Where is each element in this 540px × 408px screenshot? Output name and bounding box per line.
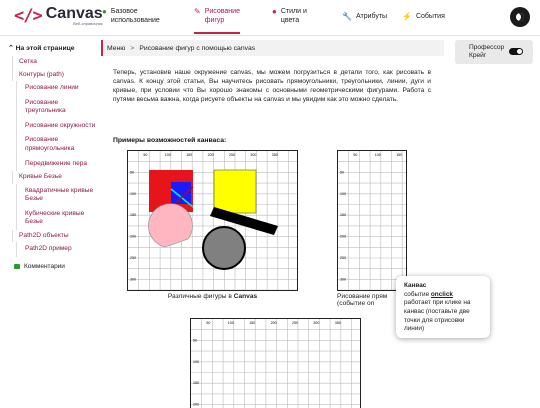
grid-label-left: 100	[130, 191, 136, 196]
grid-label-left: 150	[193, 381, 199, 386]
toc-item-moveto[interactable]: Передвижение пера	[16, 157, 96, 172]
nav-styles-colors[interactable]: ● Стили и цвета	[272, 7, 307, 24]
grid-label-top: 350	[334, 321, 341, 325]
breadcrumb-separator: >	[130, 44, 135, 52]
yellow-rectangle	[214, 170, 256, 213]
wrench-icon: 🔧	[342, 12, 352, 21]
examples-heading: Примеры возможностей канваса:	[113, 137, 227, 144]
canvas-tooltip: Канвас событие onclick работает при клике на канвас (поставьте две точки для отрисовки линии)	[396, 276, 490, 338]
gray-circle	[203, 227, 245, 269]
grid-label-top: 150	[249, 321, 256, 325]
toc-item-line[interactable]: Рисование линии	[16, 81, 96, 96]
grid-label-left: 50	[193, 338, 197, 343]
breadcrumb-root[interactable]: Меню	[107, 44, 126, 52]
third-canvas[interactable]	[190, 318, 361, 408]
toc-item-cubic[interactable]: Кубические кривые Безье	[16, 207, 96, 230]
click-draw-caption: Рисование прям (событие on	[337, 293, 388, 307]
blue-rectangle	[171, 182, 191, 204]
lightning-icon: ⚡	[402, 12, 412, 21]
nav-attributes[interactable]: 🔧 Атрибуты	[342, 12, 388, 21]
sidebar-toc	[8, 44, 96, 270]
grid-label-top: 350	[271, 153, 278, 157]
grid-label-left: 100	[340, 191, 346, 196]
shapes-canvas[interactable]	[127, 150, 298, 291]
grid-label-left: 200	[193, 402, 199, 407]
grid-label-top: 200	[207, 153, 214, 157]
moon-icon	[516, 13, 524, 21]
grid-label-left: 50	[130, 170, 134, 175]
intro-paragraph: Теперь, установив наше окружение canvas, мы можем погрузиться в детали того, как рисовать в canvas. К концу этой статьи, Вы научитесь рисовать прямоугольники, треугольники, линии, дуги и кривые, при условии что Вы хорошо знакомы с основными геометрическими фигурами. Работа с путями весьма важна, когда рисуете объекты на canvas и мы увидим как это можно сделать.	[113, 69, 431, 103]
toc-item-paths[interactable]: Контуры (path)	[12, 69, 96, 82]
breadcrumb-current: Рисование фигур с помощью canvas	[139, 44, 256, 52]
toc-item-path2d[interactable]: Path2D объекты	[12, 230, 96, 243]
logo-name: Canvas	[45, 5, 103, 22]
click-draw-canvas-svg	[338, 151, 407, 291]
nav-basic-usage[interactable]: ● Базовое использование	[102, 7, 160, 24]
grid-label-left: 300	[340, 277, 346, 282]
grid-label-top: 150	[396, 153, 403, 157]
grid-label-top: 150	[186, 153, 193, 157]
toc-item-quadratic[interactable]: Квадратичные кривые Безье	[16, 184, 96, 207]
toggle-switch-icon[interactable]	[509, 48, 523, 55]
nav-drawing-shapes[interactable]: ✎ Рисование фигур	[194, 7, 240, 24]
comment-icon	[14, 264, 20, 269]
grid-label-top: 50	[143, 153, 148, 157]
grid-label-top: 50	[353, 153, 358, 157]
logo-subtitle: Веб-справочник	[73, 21, 103, 26]
grid-label-left: 200	[340, 234, 346, 239]
toc-item-rectangle[interactable]: Рисование прямоугольника	[16, 133, 96, 156]
grid-label-left: 50	[340, 170, 344, 175]
palette-icon: ●	[272, 7, 277, 16]
toc-item-circle[interactable]: Рисование окружности	[16, 119, 96, 134]
grid-label-top: 100	[164, 153, 171, 157]
logo[interactable]	[14, 6, 103, 26]
toc-item-triangle[interactable]: Рисование треугольника	[16, 96, 96, 119]
pencil-icon: ✎	[194, 7, 201, 16]
shapes-canvas-svg	[128, 151, 298, 291]
logo-mark: </>	[14, 6, 42, 26]
pink-pie	[148, 204, 192, 247]
grid-label-top: 300	[250, 153, 257, 157]
grid-label-top: 250	[229, 153, 235, 157]
toc-title[interactable]: ⌃ На этой странице	[8, 45, 75, 52]
toc-item-path2d-example[interactable]: Path2D пример	[16, 242, 96, 257]
shapes-caption: Различные фигуры в Canvas	[167, 293, 258, 300]
theme-toggle-button[interactable]	[510, 7, 530, 27]
nav-events[interactable]: ⚡ События	[402, 12, 445, 21]
grid-label-left: 250	[340, 256, 346, 260]
comments-link[interactable]: Комментарии	[14, 263, 96, 270]
toc-item-bezier[interactable]: Кривые Безье	[12, 171, 96, 184]
green-dot-icon: ●	[102, 7, 107, 16]
grid-label-left: 250	[130, 256, 136, 260]
grid-label-left: 150	[340, 213, 346, 218]
grid-label-left: 150	[130, 213, 136, 218]
top-bar	[0, 0, 540, 36]
grid-label-top: 100	[227, 321, 234, 325]
grid-label-left: 100	[193, 359, 199, 364]
grid-label-left: 200	[130, 234, 136, 239]
grid-label-top: 200	[270, 321, 277, 325]
grid-label-top: 300	[313, 321, 320, 325]
third-canvas-svg	[191, 319, 361, 408]
grid-label-top: 250	[292, 321, 298, 325]
grid-label-top: 100	[374, 153, 381, 157]
grid-label-top: 50	[206, 321, 211, 325]
grid-label-left: 300	[130, 277, 136, 282]
toc-item-grid[interactable]: Сетка	[12, 56, 96, 69]
professor-mode-toggle[interactable]: Профессор Крейг	[455, 40, 533, 64]
click-draw-canvas[interactable]	[337, 150, 407, 291]
breadcrumb	[101, 40, 444, 56]
onclick-code: onclick	[430, 290, 453, 298]
